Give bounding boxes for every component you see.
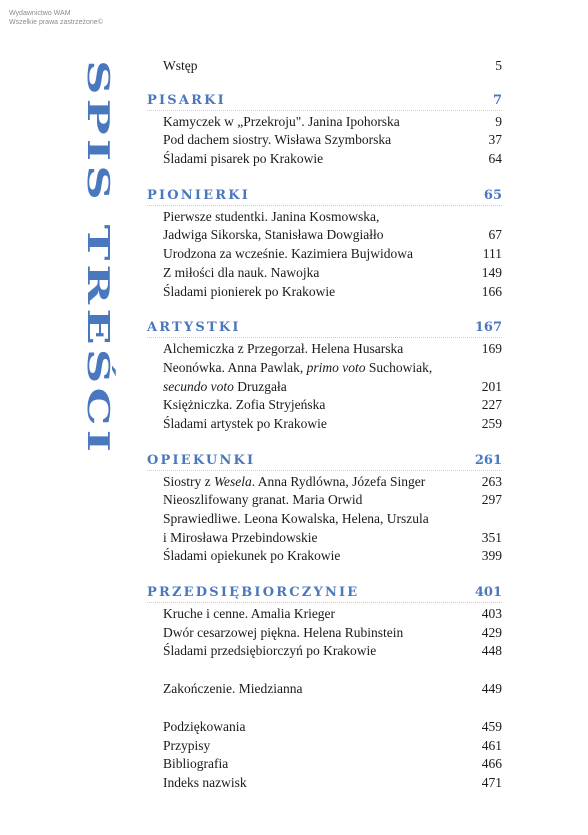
entry-title: Śladami pionierek po Krakowie [163,283,336,299]
entry-page: 461 [481,737,502,753]
entry-title-text: Suchowiak, [368,359,433,375]
toc-entry[interactable] [147,529,502,548]
entry-title: Urodzona za wcześnie. Kazimiera Bujwidowa [163,246,414,262]
entry-title [147,473,425,492]
entry-page: 227 [481,397,502,413]
entry-page: 449 [481,681,502,697]
entry-title: Śladami pisarek po Krakowie [163,151,324,167]
section-heading-przedsiebiorczynie[interactable] [147,584,502,603]
entry-title-text: . Anna Rydlówna, Józefa Singer [251,473,426,489]
entry-title: Bibliografia [163,756,229,772]
page-title: SPIS TREŚCI [80,60,116,457]
toc-entry[interactable] [147,131,502,150]
entry-title: Kamyczek w „Przekroju". Janina Ipohorska [163,113,400,129]
toc-entry-intro[interactable] [147,57,502,76]
toc-entry[interactable] [147,547,502,566]
entry-page: 149 [481,264,502,280]
publisher-note [9,9,103,27]
entry-page: 169 [481,341,502,357]
toc-entry-back-matter[interactable] [147,755,502,774]
section-name: PISARKI [147,92,226,108]
entry-title-text: Siostry z [163,473,211,489]
toc-entry-back-matter[interactable] [147,774,502,793]
entry-page: 166 [481,283,502,299]
section-heading-pisarki[interactable] [147,92,502,111]
entry-title-text: Druzgała [237,378,287,394]
section-page: 401 [474,585,502,601]
section-name: OPIEKUNKI [147,452,256,468]
toc-entry[interactable] [147,396,502,415]
section-name: PRZEDSIĘBIORCZYNIE [147,585,360,601]
toc-entry[interactable] [147,226,502,245]
toc-entry[interactable] [147,113,502,132]
toc-entry[interactable] [147,491,502,510]
entry-title-italic: primo voto [306,359,366,375]
entry-page: 201 [481,378,502,394]
entry-title: Pod dachem siostry. Wisława Szymborska [163,132,392,148]
entry-page: 259 [481,415,502,431]
toc-entry-back-matter[interactable] [147,718,502,737]
entry-title [147,359,432,378]
entry-page: 111 [482,246,502,262]
toc-entry[interactable] [147,245,502,264]
entry-title: i Mirosława Przebindowskie [163,529,318,545]
toc-entry[interactable] [147,473,502,492]
section-name: PIONIERKI [147,187,251,203]
entry-page: 429 [481,624,502,640]
entry-title: Alchemiczka z Przegorzał. Helena Husarska [163,341,404,357]
toc-entry[interactable] [147,415,502,434]
section-page: 167 [474,320,502,336]
entry-page: 448 [481,643,502,659]
toc-entry[interactable] [147,378,502,397]
entry-title-italic: secundo voto [163,378,234,394]
entry-page: 403 [481,606,502,622]
entry-page: 351 [481,529,502,545]
section-name: ARTYSTKI [147,320,241,336]
entry-page: 471 [481,774,502,790]
table-of-contents [147,57,502,793]
entry-title: Księżniczka. Zofia Stryjeńska [163,397,326,413]
entry-page: 64 [488,151,502,167]
entry-page: 459 [481,718,502,734]
entry-title: Śladami przedsiębiorczyń po Krakowie [163,643,377,659]
entry-title [147,378,287,397]
section-heading-opiekunki[interactable] [147,452,502,471]
entry-title: Śladami artystek po Krakowie [163,415,327,431]
section-page: 65 [483,187,502,203]
toc-entry[interactable] [147,605,502,624]
entry-page: 297 [481,492,502,508]
toc-entry-back-matter[interactable] [147,737,502,756]
entry-title: Przypisy [163,737,211,753]
toc-entry[interactable] [147,510,502,529]
entry-title: Podziękowania [163,718,246,734]
entry-title-italic: Wesela [214,473,252,489]
entry-title: Kruche i cenne. Amalia Krieger [163,606,336,622]
entry-title: Z miłości dla nauk. Nawojka [163,264,320,280]
toc-entry[interactable] [147,283,502,302]
entry-page: 263 [481,473,502,489]
entry-title: Jadwiga Sikorska, Stanisława Dowgiałło [163,227,384,243]
entry-title: Pierwsze studentki. Janina Kosmowska, [163,208,380,224]
toc-entry[interactable] [147,150,502,169]
entry-page: 37 [488,132,502,148]
toc-entry[interactable] [147,208,502,227]
entry-page: 466 [481,756,502,772]
toc-entry-ending[interactable] [147,680,502,699]
toc-entry[interactable] [147,264,502,283]
section-heading-pionierki[interactable] [147,187,502,206]
entry-title: Nieoszlifowany granat. Maria Orwid [163,492,363,508]
section-page: 7 [492,92,502,108]
entry-title: Sprawiedliwe. Leona Kowalska, Helena, Urszula [163,511,429,526]
publisher-name: Wydawnictwo WAM [9,10,71,17]
copyright-note: Wszelkie prawa zastrzeżone© [9,19,103,26]
entry-page: 9 [495,113,502,129]
entry-title: Wstęp [163,58,198,73]
entry-title-text: Neonówka. Anna Pawlak, [163,359,304,375]
entry-title: Indeks nazwisk [163,774,247,790]
entry-title: Zakończenie. Miedzianna [163,681,303,697]
toc-entry[interactable] [147,359,502,378]
entry-title: Śladami opiekunek po Krakowie [163,548,341,564]
section-page: 261 [474,452,502,468]
entry-title: Dwór cesarzowej piękna. Helena Rubinstein [163,624,404,640]
toc-entry[interactable] [147,624,502,643]
toc-entry[interactable] [147,340,502,359]
section-heading-artystki[interactable] [147,319,502,338]
entry-page: 5 [495,58,502,73]
entry-page: 399 [481,548,502,564]
toc-entry[interactable] [147,642,502,661]
entry-page: 67 [488,227,502,243]
